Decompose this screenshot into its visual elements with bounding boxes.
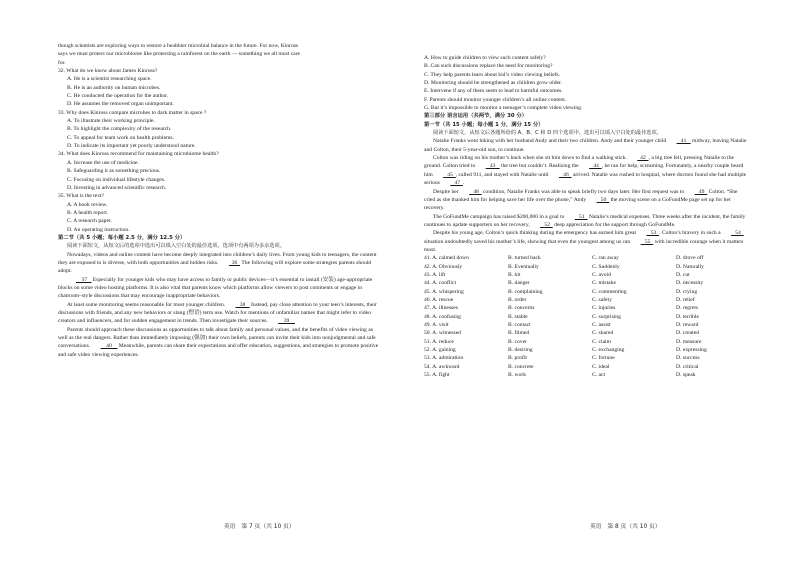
option-cell[interactable]: 42. A. Obviously xyxy=(424,263,463,270)
option-cell[interactable]: C. fortune xyxy=(592,355,615,362)
option-cell[interactable]: 52. A. gaining xyxy=(424,347,456,354)
option-cell[interactable]: D. created xyxy=(676,330,699,337)
option-cell[interactable]: C. mistake xyxy=(592,280,616,287)
option-cell[interactable]: 41. A. calmed down xyxy=(424,255,469,262)
option-cell[interactable]: B. complaining xyxy=(508,288,543,295)
passage-text: situation undoubtedly saved his mother’s life, showing that even the youngest among us can xyxy=(424,238,631,245)
option-cell[interactable]: C. claim xyxy=(592,338,611,345)
option-cell[interactable]: B. cover xyxy=(508,338,527,345)
option-cell[interactable]: D. drove off xyxy=(676,255,704,262)
passage-text: deep appreciation for the support through GoFundMe. xyxy=(552,221,676,228)
section-2-instructions: 阅读下面短文，从短文后的选项中选出可以填入空白处的最佳选项。选项中有两项为多余选项。 xyxy=(67,243,285,250)
option-cell[interactable]: C. surprising xyxy=(592,313,621,320)
option-cell[interactable]: B. desiring xyxy=(508,347,533,354)
option-cell[interactable]: 44. A. conflict xyxy=(424,280,457,287)
cloze-paragraph xyxy=(424,154,750,187)
option-cell[interactable]: C. assist xyxy=(592,322,611,328)
option-cell[interactable]: C. safety xyxy=(592,296,612,303)
blank-36[interactable]: 36 xyxy=(228,259,241,266)
passage-text: Natalie Franks went hiking with her husband Andy and their two children. Andy and their younger child xyxy=(433,138,667,145)
question-35 xyxy=(58,192,380,234)
option-cell[interactable]: B. profit xyxy=(508,355,527,362)
option-cell[interactable]: D. reward xyxy=(676,322,699,328)
option-cell[interactable]: D. relief xyxy=(676,296,695,303)
question-stem: 35. What is the text? xyxy=(58,193,105,200)
option-b: B. Safeguarding it as something precious. xyxy=(67,168,161,175)
passage-text: with incredible courage when it matters most. xyxy=(424,238,744,253)
passage-text: Nowadays, videos and online content have become deeply integrated into children’s daily lives. From young kids to teenagers, the content they are exposed to is diverse, with both opportunities and hidden risks. xyxy=(58,251,377,266)
option-b: B. To highlight the complexity of the research. xyxy=(67,126,172,133)
option-cell[interactable]: B. filmed xyxy=(508,330,530,337)
option-d: D. He assumes the removed organ unimportant. xyxy=(67,101,174,108)
choice-option: C. They help parents learn about kid’s video viewing beliefs. xyxy=(424,71,561,78)
question-stem: 32. What do we know about James Kinross? xyxy=(58,68,158,75)
option-c: C. To appeal for team work on health problems. xyxy=(67,134,175,141)
option-cell[interactable]: B. concrete xyxy=(508,363,534,370)
option-cell[interactable]: 43. A. lift xyxy=(424,271,446,278)
blank-39[interactable]: 39 xyxy=(278,318,295,325)
option-cell[interactable]: B. contact xyxy=(508,322,531,328)
passage-text: Meanwhile, parents can share their expectations and offer education, suggestions, and strategies to promote positive and safe video viewing experiences. xyxy=(58,343,379,358)
passage-text: midway, leaving Natalie and Colton, their 5-year-old son, to continue. xyxy=(424,138,747,153)
option-cell[interactable]: B. Eventually xyxy=(508,263,539,270)
passage-paragraph xyxy=(58,251,380,276)
passage-text: Colton was riding on his mother’s back when she sit him down to find a walking stick. xyxy=(433,155,627,162)
option-cell[interactable]: 50. A. witnessed xyxy=(424,330,461,337)
cloze-paragraph xyxy=(424,229,750,254)
option-row xyxy=(424,329,742,337)
option-cell[interactable]: 53. A. admiration xyxy=(424,355,464,362)
page-footer-left: 英语 第 7 页（共 10 页） xyxy=(224,524,295,530)
question-stem: 34. What does Kinross recommend for maintaining microbiome health? xyxy=(58,151,219,158)
option-cell[interactable]: D. critical xyxy=(676,363,699,370)
blank-46[interactable]: 46 xyxy=(558,171,572,178)
blank-42[interactable]: 42 xyxy=(637,155,649,162)
blank-48[interactable]: 48 xyxy=(469,188,482,195)
passage-text: The GoFundMe campaign has raised $200,000 in a goal to xyxy=(433,213,565,220)
passage-text: , called 911, and stayed with Natalie until xyxy=(455,171,549,178)
question-34 xyxy=(58,150,380,192)
blank-53[interactable]: 53 xyxy=(646,230,660,237)
cloze-paragraph xyxy=(424,188,750,213)
option-cell[interactable]: B. hit xyxy=(508,271,521,278)
option-cell[interactable]: 55. A. fight xyxy=(424,372,450,379)
reading-passage xyxy=(58,251,380,359)
choice-option: F. Parents should monitor younger children’s all online content. xyxy=(424,96,567,103)
option-d: D. An operating instruction. xyxy=(67,226,130,233)
option-row xyxy=(424,371,742,379)
option-row xyxy=(424,288,742,296)
blank-49[interactable]: 49 xyxy=(694,188,708,195)
blank-41[interactable]: 41 xyxy=(676,138,691,145)
option-cell[interactable]: 45. A. whispering xyxy=(424,288,464,295)
option-cell[interactable]: 47. A. illnesses xyxy=(424,305,458,312)
section-2-title: 第二节（共 5 小题；每小题 2.5 分，满分 12.5 分） xyxy=(58,234,186,241)
blank-45[interactable]: 45 xyxy=(443,171,456,178)
option-d: D. To indicate its important yet poorly understood nature. xyxy=(67,143,196,150)
blank-40[interactable]: 40 xyxy=(100,343,118,350)
choice-option: E. Intervene if any of them seem to lead to harmful outcomes. xyxy=(424,88,563,95)
passage-text: . Colton’s bravery in such a xyxy=(659,230,721,237)
passage-text: the tree but couldn’t. Realizing the xyxy=(499,163,579,170)
section-1-instructions: 阅读下面短文，从短文后各题所给的 A、B、C 和 D 四个选项中，选出可以填入空白处的最佳选项。 xyxy=(433,130,662,137)
option-b: B. He is an authority on human microbes. xyxy=(67,84,161,91)
option-a: A. Increase the use of medicine. xyxy=(67,159,139,166)
option-cell[interactable]: B. work xyxy=(508,372,527,379)
option-row xyxy=(424,279,742,287)
option-cell[interactable]: D. necessity xyxy=(676,280,704,287)
option-cell[interactable]: C. Suddenly xyxy=(592,263,620,270)
option-row xyxy=(424,296,742,304)
option-cell[interactable]: D. speak xyxy=(676,372,696,379)
option-row xyxy=(424,304,742,312)
question-stem: 33. Why does Kinross compare microbes to dark matter in space ? xyxy=(58,109,207,116)
option-cell[interactable]: D. terrible xyxy=(676,313,699,320)
option-cell[interactable]: C. ran away xyxy=(592,255,619,262)
passage-paragraph xyxy=(58,301,380,326)
option-cell[interactable]: C. avoid xyxy=(592,271,611,278)
option-cell[interactable]: B. danger xyxy=(508,280,530,287)
option-cell[interactable]: D. regrets xyxy=(676,305,699,312)
option-row xyxy=(424,338,742,346)
left-page xyxy=(58,42,380,566)
choice-option: A. How to guide children to view such content safely? xyxy=(424,55,546,61)
choice-option: D. Monitoring should be strengthened as children grow older. xyxy=(424,80,562,87)
part-3-title: 第三部分 语言运用（共两节，满分 30 分） xyxy=(424,113,527,120)
question-33 xyxy=(58,109,380,151)
intro-paragraph xyxy=(58,42,380,67)
option-cell[interactable]: C. ideal xyxy=(592,363,610,370)
question-32 xyxy=(58,67,380,109)
passage-text: , a big tree fell, pressing Natalie to the ground. Colton tried to xyxy=(424,155,734,170)
cloze-paragraph xyxy=(424,213,750,230)
choice-option: B. Can such discussions replace the need for monitoring? xyxy=(424,63,553,70)
passage-text: arrived. Natalie was rushed to hospital, where doctors found she had multiple serious xyxy=(424,171,747,187)
option-cell[interactable]: B. stable xyxy=(508,313,528,320)
option-cell[interactable]: B. turned back xyxy=(508,255,541,262)
option-cell[interactable]: D. crying xyxy=(676,288,698,295)
passage-text: Despite her xyxy=(433,188,459,195)
option-cell[interactable]: 49. A. visit xyxy=(424,322,449,328)
option-cell[interactable]: C. injuries xyxy=(592,305,616,312)
text-line: for. xyxy=(58,59,66,66)
option-cell[interactable]: 46. A. rescue xyxy=(424,296,454,303)
option-cell[interactable]: D. Naturally xyxy=(676,263,704,270)
text-line: says we must protect our microbiome like protecting a rainforest on the earth — something we all must care xyxy=(58,51,301,58)
passage-paragraph xyxy=(58,276,380,301)
option-row xyxy=(424,354,742,362)
passage-text: At least some monitoring seems reasonable for most younger children. xyxy=(67,301,226,308)
passage-text: . xyxy=(462,180,465,187)
option-row xyxy=(424,271,742,279)
option-cell[interactable]: C. shared xyxy=(592,330,614,337)
blank-51[interactable]: 51 xyxy=(574,213,588,220)
option-row xyxy=(424,313,742,321)
option-a: A. A book review. xyxy=(67,201,108,208)
option-cell[interactable]: C. commenting xyxy=(592,288,627,295)
option-row xyxy=(424,254,742,262)
section-1-title: 第一节（共 15 小题；每小题 1 分，满分 15 分） xyxy=(424,121,544,128)
passage-text: The following will explore some strategies parents should adopt. xyxy=(58,259,372,275)
option-cell[interactable]: D. cut xyxy=(676,271,690,278)
option-cell[interactable]: C. exchanging xyxy=(592,347,625,354)
passage-text: Natalie’s medical expenses. Three weeks after the incident, the family continues to update supporters on her recovery, xyxy=(424,213,746,228)
blank-50[interactable]: 50 xyxy=(596,196,610,203)
passage-text: the moving scene on a GoFundMe page set up for her recovery. xyxy=(424,196,731,212)
seven-choice-options xyxy=(424,54,750,112)
option-cell[interactable]: D. expressing xyxy=(676,347,707,354)
text-line: though scientists are exploring ways to restore a healthier microbial balance in the future. For now, Kinross xyxy=(58,43,299,49)
cloze-options-table xyxy=(424,254,742,379)
blank-52[interactable]: 52 xyxy=(540,221,553,228)
option-cell[interactable]: B. concerns xyxy=(508,305,535,312)
option-d: D. Investing in advanced scientific research. xyxy=(67,184,167,191)
blank-44[interactable]: 44 xyxy=(589,163,602,170)
option-cell[interactable]: C. act xyxy=(592,372,606,379)
passage-text: condition, Natalie Franks was able to speak briefly two days later. Her first request was to xyxy=(481,188,685,195)
passage-text: , he ran for help, screaming. Fortunately, a nearby couple heard him xyxy=(424,163,744,178)
option-row xyxy=(424,263,742,271)
option-a: A. He is a scientist researching space. xyxy=(67,76,152,83)
option-c: C. A research paper. xyxy=(67,218,112,225)
option-c: C. Focusing on individual lifestyle changes. xyxy=(67,176,166,183)
right-page xyxy=(424,54,750,566)
blank-54[interactable]: 54 xyxy=(731,230,744,237)
passage-text: Colton. “She cried as she thanked him for helping save her life over the phone,” Andy xyxy=(424,188,738,203)
option-row xyxy=(424,321,742,329)
option-cell[interactable]: D. success xyxy=(676,355,700,362)
cloze-passage xyxy=(424,137,750,254)
blank-38[interactable]: 38 xyxy=(235,301,250,308)
passage-text: Parents should approach these discussions as opportunities to talk about family and personal values, and the benefits of video viewing as well as the real dangers. Rather than immediately imposing (强加) their own beliefs, parents can invite their kids into nonjudgmental and safe conversations. xyxy=(58,326,376,350)
cloze-paragraph xyxy=(424,137,750,154)
passage-text: Especially for younger kids who may have access to family or public devices—it’s essential to install (安装) age-appropriate blocks on some video hosting platforms. It is also vital that parents know which platforms allow viewers to post comments or engage in chatroom–style discussions that may encourage inappropriate behaviors. xyxy=(58,276,373,300)
option-row xyxy=(424,346,742,354)
option-cell[interactable]: 48. A. confusing xyxy=(424,313,461,320)
option-a: A. To illustrate their working principle. xyxy=(67,118,155,125)
passage-text: Instead, pay close attention to your teen’s interests, their discussions with friends, and any new behaviors or slang (俚语) term use. Watch for mentions of unfamiliar names that might refer to video creators and influencers, and for sudden engagement in trends. Then investigate their sources. xyxy=(58,301,377,325)
option-cell[interactable]: D. measure xyxy=(676,338,702,345)
page-footer-right: 英语 第 8 页（共 10 页） xyxy=(590,524,661,530)
blank-47[interactable]: 47 xyxy=(450,180,463,187)
blank-43[interactable]: 43 xyxy=(485,163,500,170)
option-row xyxy=(424,363,742,371)
choice-option: G. But it’s impossible to monitor a teenager’s complete video viewing. xyxy=(424,105,583,112)
passage-text: Despite his young age, Colton’s quick thinking during the emergency has earned him great xyxy=(433,230,637,237)
option-c: C. He conducted the operation for the author. xyxy=(67,93,169,100)
option-cell[interactable]: 54. A. awkward xyxy=(424,363,460,370)
passage-paragraph xyxy=(58,326,380,359)
option-cell[interactable]: B. order xyxy=(508,296,527,303)
blank-55[interactable]: 55 xyxy=(640,238,654,245)
option-b: B. A health report. xyxy=(67,209,109,216)
option-cell[interactable]: 51. A. reduce xyxy=(424,338,454,345)
blank-37[interactable]: 37 xyxy=(76,276,92,283)
